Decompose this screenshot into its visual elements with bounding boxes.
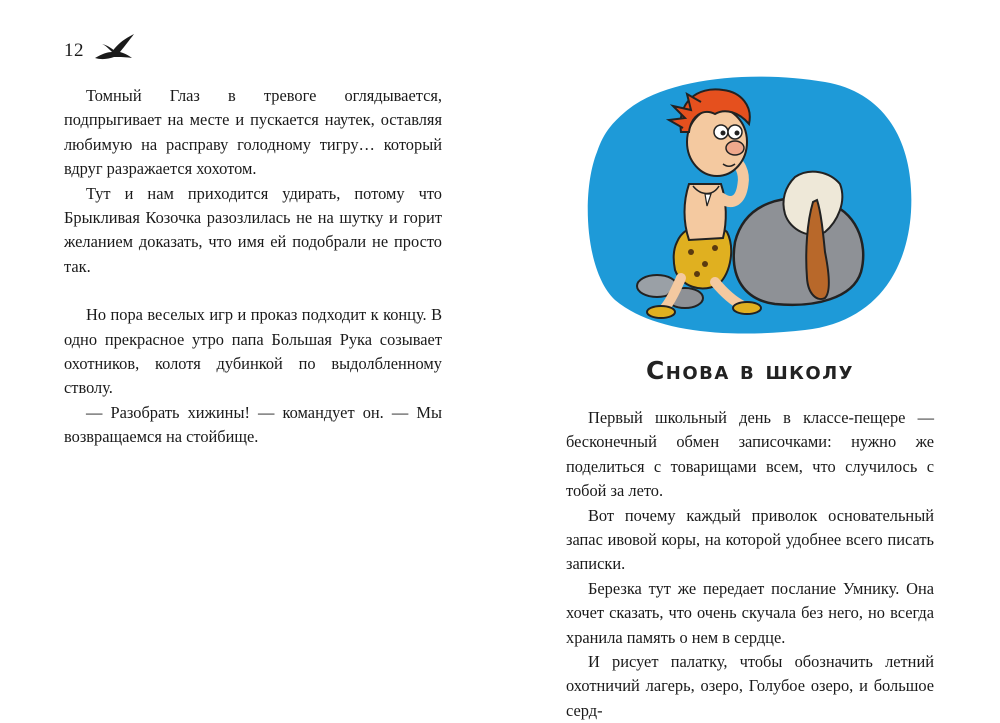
- paragraph: Первый школьный день в классе-пещере — бесконечный обмен записочками: нужно же поделиться с товарищами всем, что случилось с тобой за лето.: [566, 408, 934, 501]
- paragraph: И рисует палатку, чтобы обозначить летний охотничий лагерь, озеро, Голубое озеро, и большое серд-: [566, 652, 934, 720]
- paragraph: Березка тут же передает послание Умнику. Она хочет сказать, что очень скучала без него, но всегда хранила память о нем в сердце.: [566, 578, 934, 647]
- left-page: [0, 0, 500, 690]
- paragraph: Томный Глаз в тревоге оглядывается, подпрыгивает на месте и пускается наутек, оставляя любимую на расправу голодному тигру… который вдруг разражается хохотом.: [64, 86, 442, 179]
- page-number: 12: [64, 40, 84, 61]
- bird-icon: [92, 30, 138, 66]
- paragraph: — Разобрать хижины! — командует он. — Мы возвращаемся на стойбище.: [64, 402, 442, 447]
- right-text-column: [566, 406, 934, 723]
- caveman-boy-illustration: [585, 72, 915, 334]
- left-text-column: [64, 84, 442, 450]
- chapter-title: Снова в школу: [645, 356, 855, 385]
- paragraph: Но пора веселых игр и проказ подходит к концу. В одно прекрасное утро папа Большая Рука созывает охотников, колотя дубинкой по выдолбленному стволу.: [64, 305, 442, 398]
- paragraph: Вот почему каждый приволок основательный запас ивовой коры, на которой удобнее всего писать записки.: [566, 505, 934, 574]
- paragraph: Тут и нам приходится удирать, потому что Брыкливая Козочка разозлилась не на шутку и горит желанием доказать, что имя ей подобрали не просто так.: [64, 183, 442, 276]
